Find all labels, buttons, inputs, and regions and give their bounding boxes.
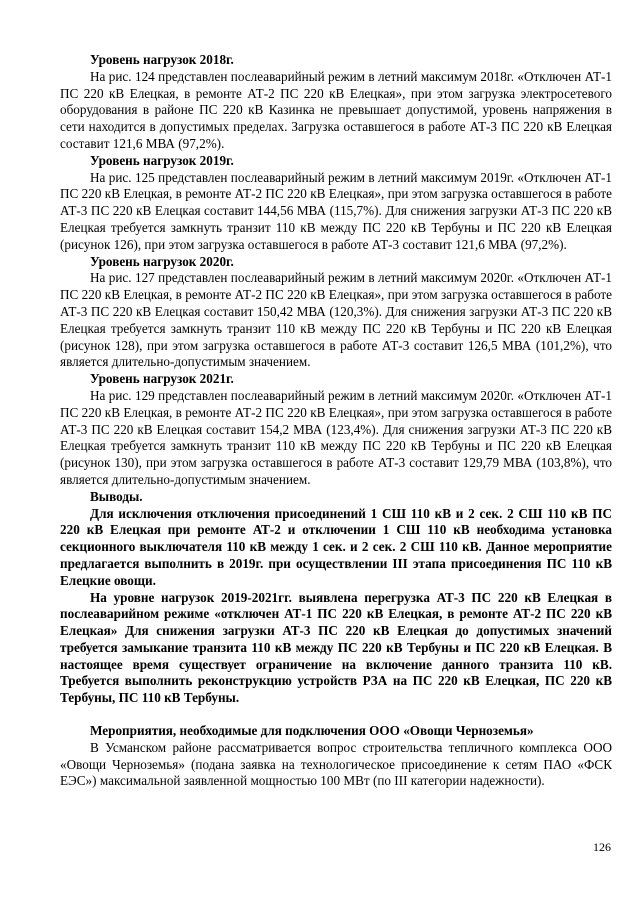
section-heading-2020: Уровень нагрузок 2020г. <box>90 253 234 269</box>
document-page <box>60 52 612 790</box>
measures-heading: Мероприятия, необходимые для подключения ООО «Овощи Черноземья» <box>90 723 534 739</box>
section-heading-2021: Уровень нагрузок 2021г. <box>90 371 234 387</box>
section-text-2020: На рис. 127 представлен послеаварийный режим в летний максимум 2020г. «Отключен АТ-1 ПС 220 кВ Елецкая, в ремонте АТ-2 ПС 220 кВ Елецкая», при этом загрузка оставшегося в работе АТ-3 ПС 220 кВ Елецкая составит 150,42 МВА (120,3%). Для снижения загрузки АТ-3 ПС 220 кВ Елецкая требуется замкнуть транзит 110 кВ между ПС 220 кВ Тербуны и ПС 220 кВ Елецкая (рисунок 128), при этом загрузка оставшегося в работе АТ-3 составит 126,5 МВА (101,2%), что является длительно-допустимым значением. <box>60 270 612 370</box>
section-spacer <box>60 707 612 723</box>
conclusions-paragraph-1: Для исключения отключения присоединений 1 СШ 110 кВ и 2 сек. 2 СШ 110 кВ ПС 220 кВ Елецкая при ремонте АТ-2 и отключении 1 СШ 110 кВ необходима установка секционного выключателя 110 кВ между 1 сек. и 2 сек. 2 СШ 110 кВ. Данное мероприятие предлагается выполнить в 2019г. при осуществлении III этапа присоединения ПС 110 кВ Елецкие овощи. <box>60 505 612 588</box>
conclusions-paragraph-2: На уровне нагрузок 2019-2021гг. выявлена перегрузка АТ-3 ПС 220 кВ Елецкая в послеаварийном режиме «отключен АТ-1 ПС 220 кВ Елецкая, в ремонте АТ-2 ПС 220 кВ Елецкая» Для снижения загрузки АТ-3 ПС 220 кВ Елецкая до допустимых значений требуется замыкание транзита 110 кВ между ПС 220 кВ Тербуны и ПС 220 кВ Елецкая. В настоящее время существует ограничение на включение данного транзита 110 кВ. Требуется выполнить реконструкцию устройств РЗА на ПС 220 кВ Елецкая, ПС 220 кВ Тербуны, ПС 110 кВ Тербуны. <box>60 589 612 706</box>
measures-text: В Усманском районе рассматривается вопрос строительства тепличного комплекса ООО «Овощи Черноземья» (подана заявка на технологическое присоединение к сетям ПАО «ФСК ЕЭС») максимальной заявленной мощностью 100 МВт (по III категории надежности). <box>60 739 612 789</box>
section-text-2019: На рис. 125 представлен послеаварийный режим в летний максимум 2019г. «Отключен АТ-1 ПС 220 кВ Елецкая, в ремонте АТ-2 ПС 220 кВ Елецкая», при этом загрузка оставшегося в работе АТ-3 ПС 220 кВ Елецкая составит 144,56 МВА (115,7%). Для снижения загрузки АТ-3 ПС 220 кВ Елецкая требуется замкнуть транзит 110 кВ между ПС 220 кВ Тербуны и ПС 220 кВ Елецкая (рисунок 126), при этом загрузка оставшегося в работе АТ-3 составит 121,6 МВА (97,2%). <box>60 169 612 252</box>
section-heading-2018: Уровень нагрузок 2018г. <box>90 52 234 67</box>
conclusions-heading: Выводы. <box>90 488 143 504</box>
section-text-2018: На рис. 124 представлен послеаварийный режим в летний максимум 2018г. «Отключен АТ-1 ПС 220 кВ Елецкая, в ремонте АТ-2 ПС 220 кВ Елецкая», при этом загрузка электросетевого оборудования в районе ПС 220 кВ Казинка не превышает допустимой, уровень напряжения в сети находится в допустимых пределах. Загрузка оставшегося в работе АТ-3 ПС 220 кВ Елецкая составит 121,6 МВА (97,2%). <box>60 68 612 151</box>
section-text-2021: На рис. 129 представлен послеаварийный режим в летний максимум 2020г. «Отключен АТ-1 ПС 220 кВ Елецкая, в ремонте АТ-2 ПС 220 кВ Елецкая», при этом загрузка оставшегося в работе АТ-3 ПС 220 кВ Елецкая составит 154,2 МВА (123,4%). Для снижения загрузки АТ-3 ПС 220 кВ Елецкая требуется замкнуть транзит 110 кВ между ПС 220 кВ Тербуны и ПС 220 кВ Елецкая (рисунок 130), при этом загрузка оставшегося в работе АТ-3 составит 129,79 МВА (103,8%), что является длительно-допустимым значением. <box>60 387 612 487</box>
section-heading-2019: Уровень нагрузок 2019г. <box>90 152 234 168</box>
page-number: 126 <box>593 840 611 854</box>
